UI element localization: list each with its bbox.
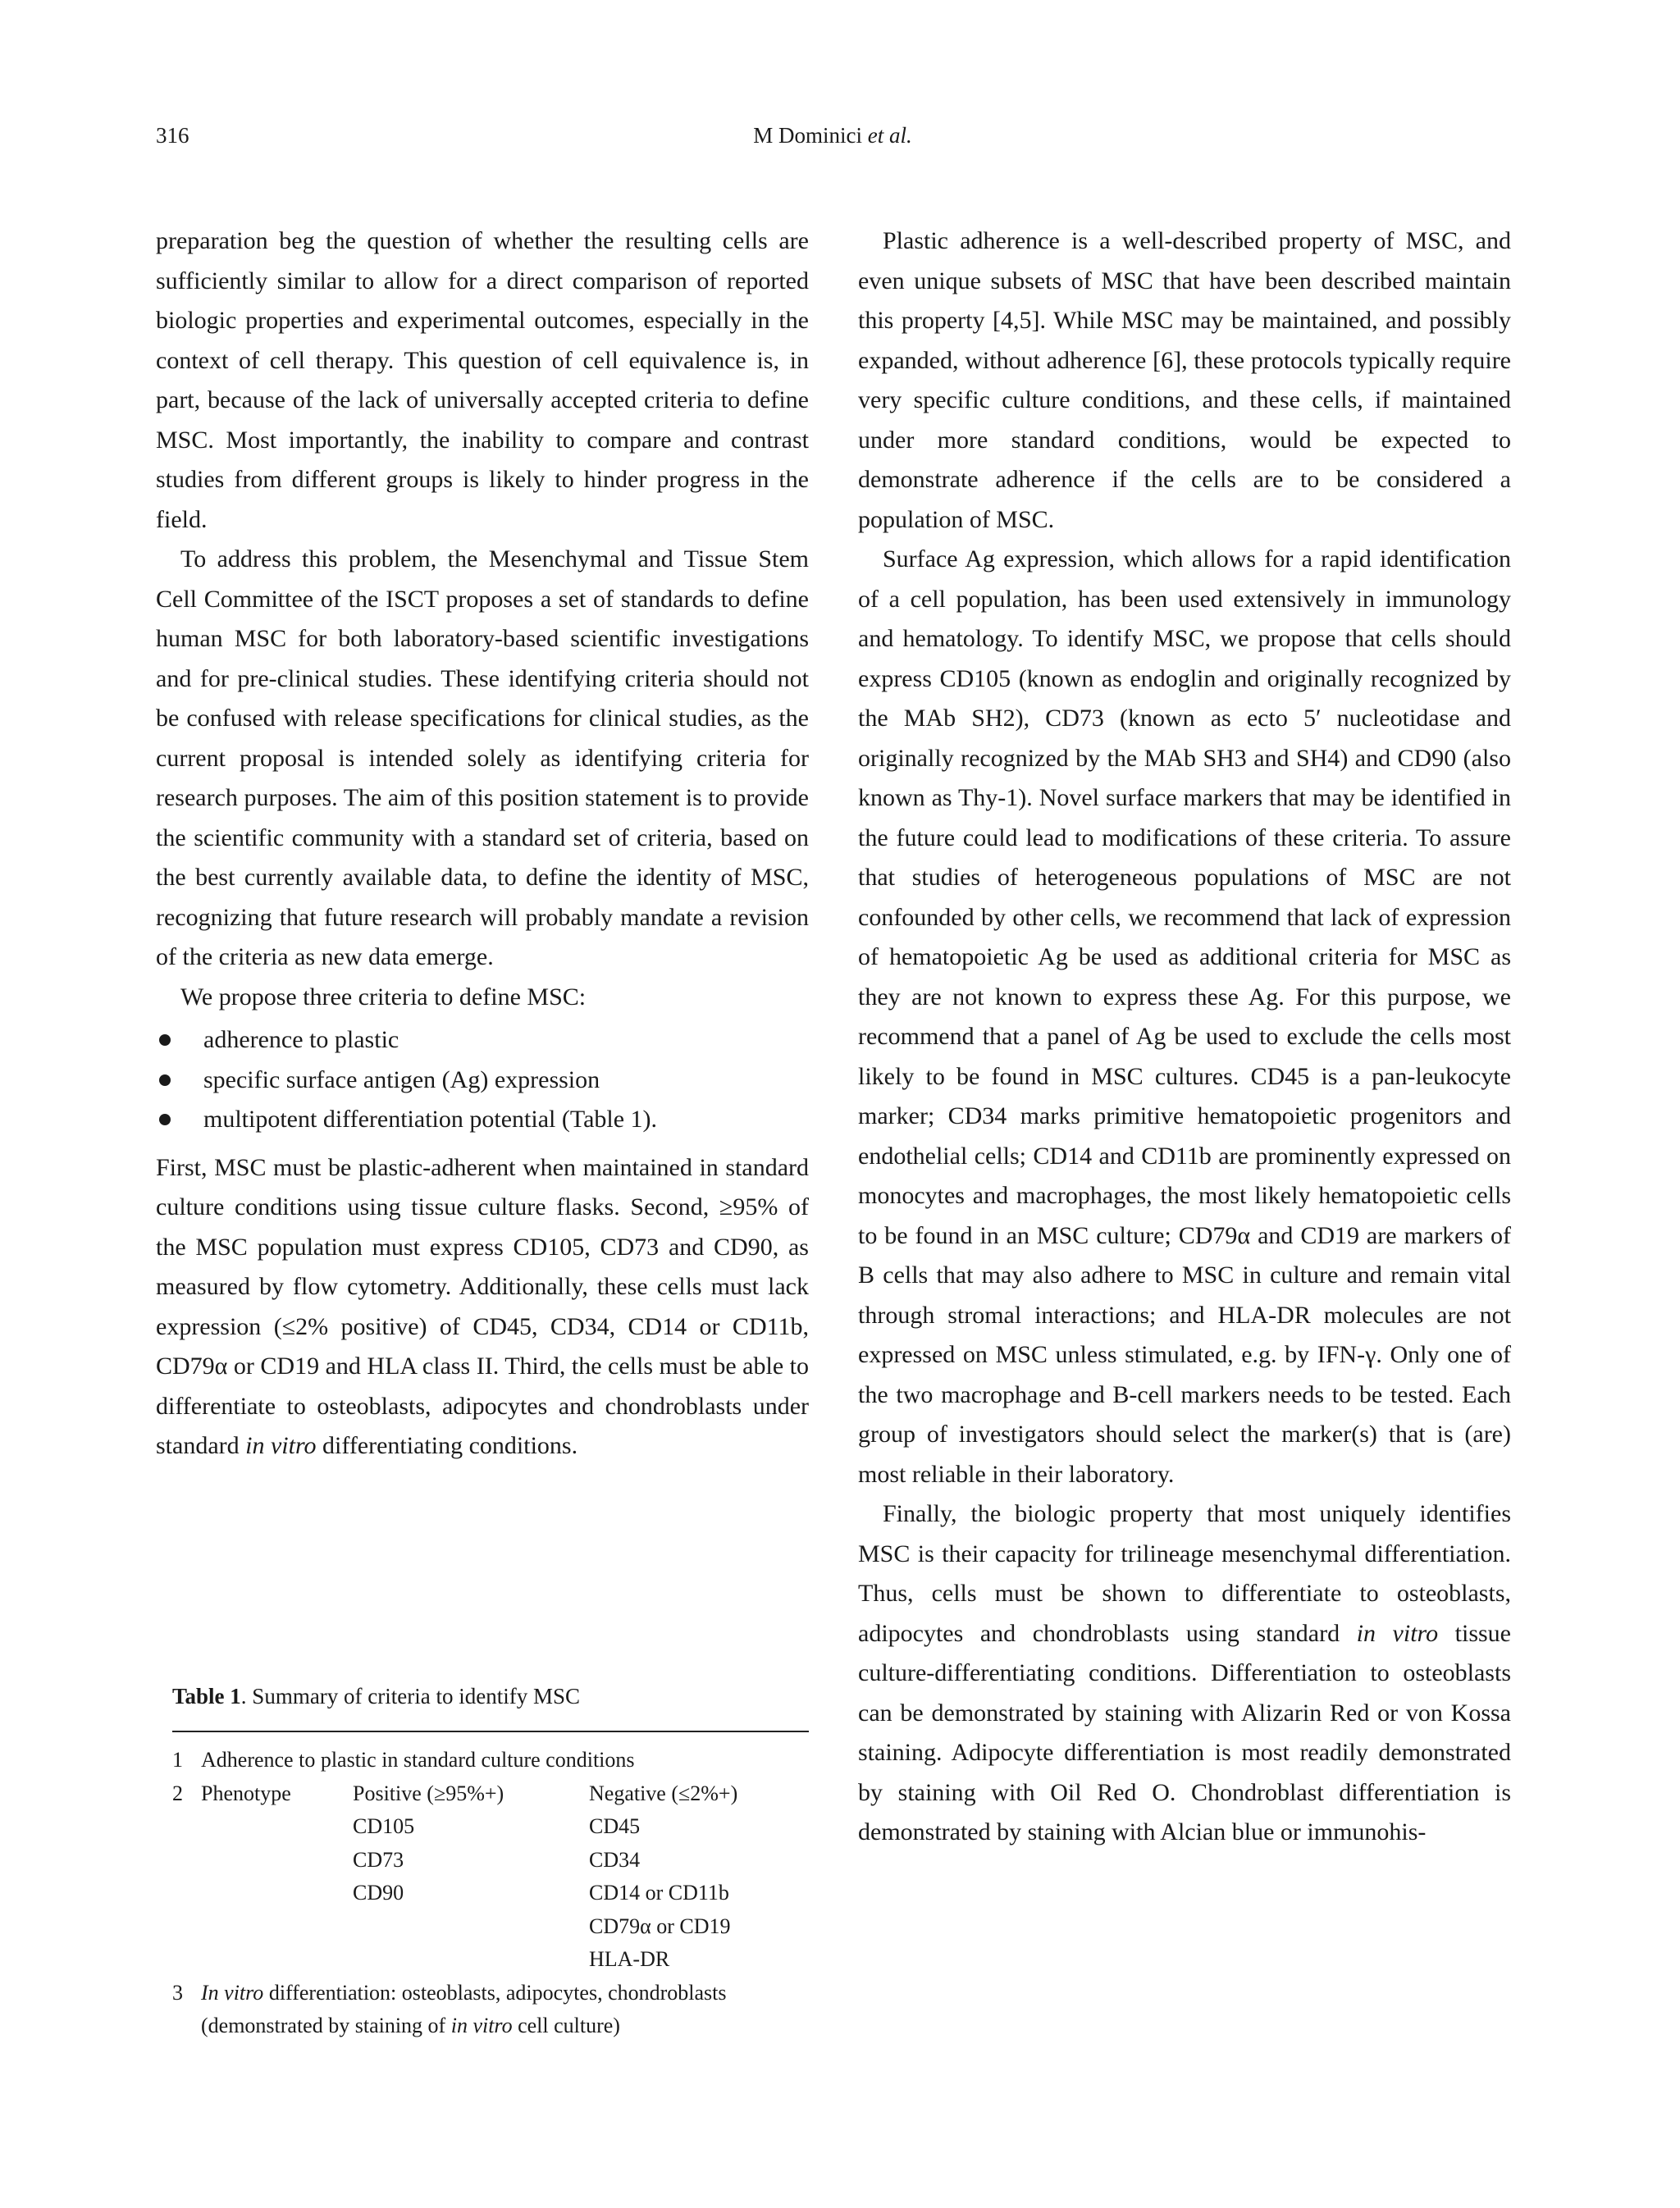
table-row xyxy=(172,1910,809,1944)
positive-marker: CD73 xyxy=(353,1847,404,1872)
row-text-italic: In vitro xyxy=(201,1980,264,2005)
row-text xyxy=(201,2010,620,2043)
right-column xyxy=(858,221,1511,1853)
row-text-end: cell culture) xyxy=(512,2014,620,2037)
table-row xyxy=(172,1777,809,1811)
table-row xyxy=(172,1943,809,1977)
criteria-item xyxy=(156,1061,809,1101)
left-paragraph-4 xyxy=(156,1148,809,1467)
right-paragraph-3-start: Finally, the biologic property that most uniquely identifies MSC is their capacity for trilineage mesenchymal differentiation. Thus, cells must be shown to differentiate to osteoblasts, adipocytes and chondroblasts using standard xyxy=(858,1500,1511,1647)
table-caption-label: Table 1 xyxy=(172,1684,241,1708)
table-row xyxy=(172,1977,809,2010)
running-head xyxy=(156,123,1509,148)
positive-marker: CD105 xyxy=(353,1814,415,1838)
criteria-list xyxy=(156,1020,809,1140)
left-paragraph-3: We propose three criteria to define MSC: xyxy=(180,983,587,1010)
negative-marker: HLA-DR xyxy=(589,1947,670,1971)
negative-marker: CD45 xyxy=(589,1814,641,1838)
table-top-rule xyxy=(172,1731,809,1732)
negative-marker: CD34 xyxy=(589,1847,641,1872)
left-paragraph-4-italic: in vitro xyxy=(245,1432,317,1459)
phenotype-label: Phenotype xyxy=(201,1781,291,1805)
table-caption xyxy=(172,1680,809,1713)
table-row xyxy=(172,1810,809,1844)
positive-marker: CD90 xyxy=(353,1881,404,1905)
right-paragraph-1: Plastic adherence is a well-described property of MSC, and even unique subsets of MSC that have been described maintain this property [4,5]. While MSC may be maintained, and possibly expanded, without adherence [6], these protocols typically require very specific culture conditions, and these cells, if maintained under more standard conditions, would be expected to demonstrate adherence if the cells are to be considered a population of MSC. xyxy=(858,227,1511,533)
row-text: Adherence to plastic in standard culture conditions xyxy=(201,1748,635,1772)
right-paragraph-3-italic: in vitro xyxy=(1356,1619,1439,1647)
row-text xyxy=(201,1977,727,2010)
bullet-icon xyxy=(159,1114,171,1125)
criteria-item xyxy=(156,1100,809,1140)
right-paragraph-3-end: tissue culture-differentiating conditions. Differentiation to osteoblasts can be demonstrated by staining with Alizarin Red or von Kossa staining. Adipocyte differentiation is most readily demonstrated by staining with Oil Red O. Chondroblast differentiation is demonstrated by staining with Alcian blue or immunohis- xyxy=(858,1619,1511,1845)
table-caption-text: . Summary of criteria to identify MSC xyxy=(240,1684,580,1708)
page-number: 316 xyxy=(156,123,189,148)
running-head-etal: et al. xyxy=(867,123,912,148)
table-1 xyxy=(172,1680,809,2043)
page-header xyxy=(156,123,1509,164)
running-head-author: M Dominici xyxy=(753,123,868,148)
row-number: 3 xyxy=(172,1980,183,2005)
table-row xyxy=(172,2010,809,2043)
positive-header: Positive (≥95%+) xyxy=(353,1781,504,1805)
left-paragraph-4-main: First, MSC must be plastic-adherent when maintained in standard culture conditions using tissue culture flasks. Second, ≥95% of the MSC population must express CD105, CD73 and CD90, as measured by flow cytometry. Additionally, these cells must lack expression (≤2% positive) of CD45, CD34, CD14 or CD11b, CD79α or CD19 and HLA class II. Third, the cells must be able to differentiate to osteoblasts, adipocytes and chondroblasts under standard xyxy=(156,1153,809,1459)
negative-marker: CD14 or CD11b xyxy=(589,1881,729,1905)
negative-header: Negative (≤2%+) xyxy=(589,1781,738,1805)
row-number: 1 xyxy=(172,1748,183,1772)
criteria-item-text: adherence to plastic xyxy=(203,1026,399,1053)
table-row xyxy=(172,1877,809,1910)
row-text-italic: in vitro xyxy=(450,2014,513,2037)
left-paragraph-4-end: differentiating conditions. xyxy=(316,1432,578,1459)
left-paragraph-2: To address this problem, the Mesenchymal and Tissue Stem Cell Committee of the ISCT proposes a set of standards to define human MSC for both laboratory-based scientific investigations and for pre-clinical studies. These identifying criteria should not be confused with release specifications for clinical studies, as the current proposal is intended solely as identifying criteria for research purposes. The aim of this position statement is to provide the scientific community with a standard set of criteria, based on the best currently available data, to define the identity of MSC, recognizing that future research will probably mandate a revision of the criteria as new data emerge. xyxy=(156,545,809,970)
row-text-start: (demonstrated by staining of xyxy=(201,2014,451,2037)
right-paragraph-2: Surface Ag expression, which allows for a rapid identification of a cell population, has been used extensively in immunology and hematology. To identify MSC, we propose that cells should express CD105 (known as endoglin and originally recognized by the MAb SH2), CD73 (known as ecto 5′ nucleotidase and originally recognized by the MAb SH3 and SH4) and CD90 (also known as Thy-1). Novel surface markers that may be identified in the future could lead to modifications of these criteria. To assure that studies of heterogeneous populations of MSC are not confounded by other cells, we recommend that lack of expression of hematopoietic Ag be used as additional criteria for MSC as they are not known to express these Ag. For this purpose, we recommend that a panel of Ag be used to exclude the cells most likely to be found in MSC cultures. CD45 is a pan-leukocyte marker; CD34 marks primitive hematopoietic progenitors and endothelial cells; CD14 and CD11b are prominently expressed on monocytes and macrophages, the most likely hematopoietic cells to be found in an MSC culture; CD79α and CD19 are markers of B cells that may also adhere to MSC in culture and remain vital through stromal interactions; and HLA-DR molecules are not expressed on MSC unless stimulated, e.g. by IFN-γ. Only one of the two macrophage and B-cell markers needs to be tested. Each group of investigators should select the marker(s) that is (are) most reliable in their laboratory. xyxy=(858,545,1511,1488)
row-number: 2 xyxy=(172,1781,183,1805)
table-row xyxy=(172,1844,809,1877)
criteria-item xyxy=(156,1020,809,1061)
criteria-item-text: specific surface antigen (Ag) expression xyxy=(203,1065,600,1093)
left-column xyxy=(156,221,809,1467)
row-text-main: differentiation: osteoblasts, adipocytes, chondroblasts xyxy=(263,1980,727,2005)
negative-marker: CD79α or CD19 xyxy=(589,1914,731,1938)
criteria-item-text: multipotent differentiation potential (Table 1). xyxy=(203,1106,658,1133)
bullet-icon xyxy=(159,1074,171,1086)
bullet-icon xyxy=(159,1034,171,1046)
left-paragraph-1: preparation beg the question of whether the resulting cells are sufficiently similar to allow for a direct comparison of reported biologic properties and experimental outcomes, especially in the context of cell therapy. This question of cell equivalence is, in part, because of the lack of universally accepted criteria to define MSC. Most importantly, the inability to compare and contrast studies from different groups is likely to hinder progress in the field. xyxy=(156,227,809,533)
table-row xyxy=(172,1744,809,1777)
right-paragraph-3 xyxy=(858,1494,1511,1853)
